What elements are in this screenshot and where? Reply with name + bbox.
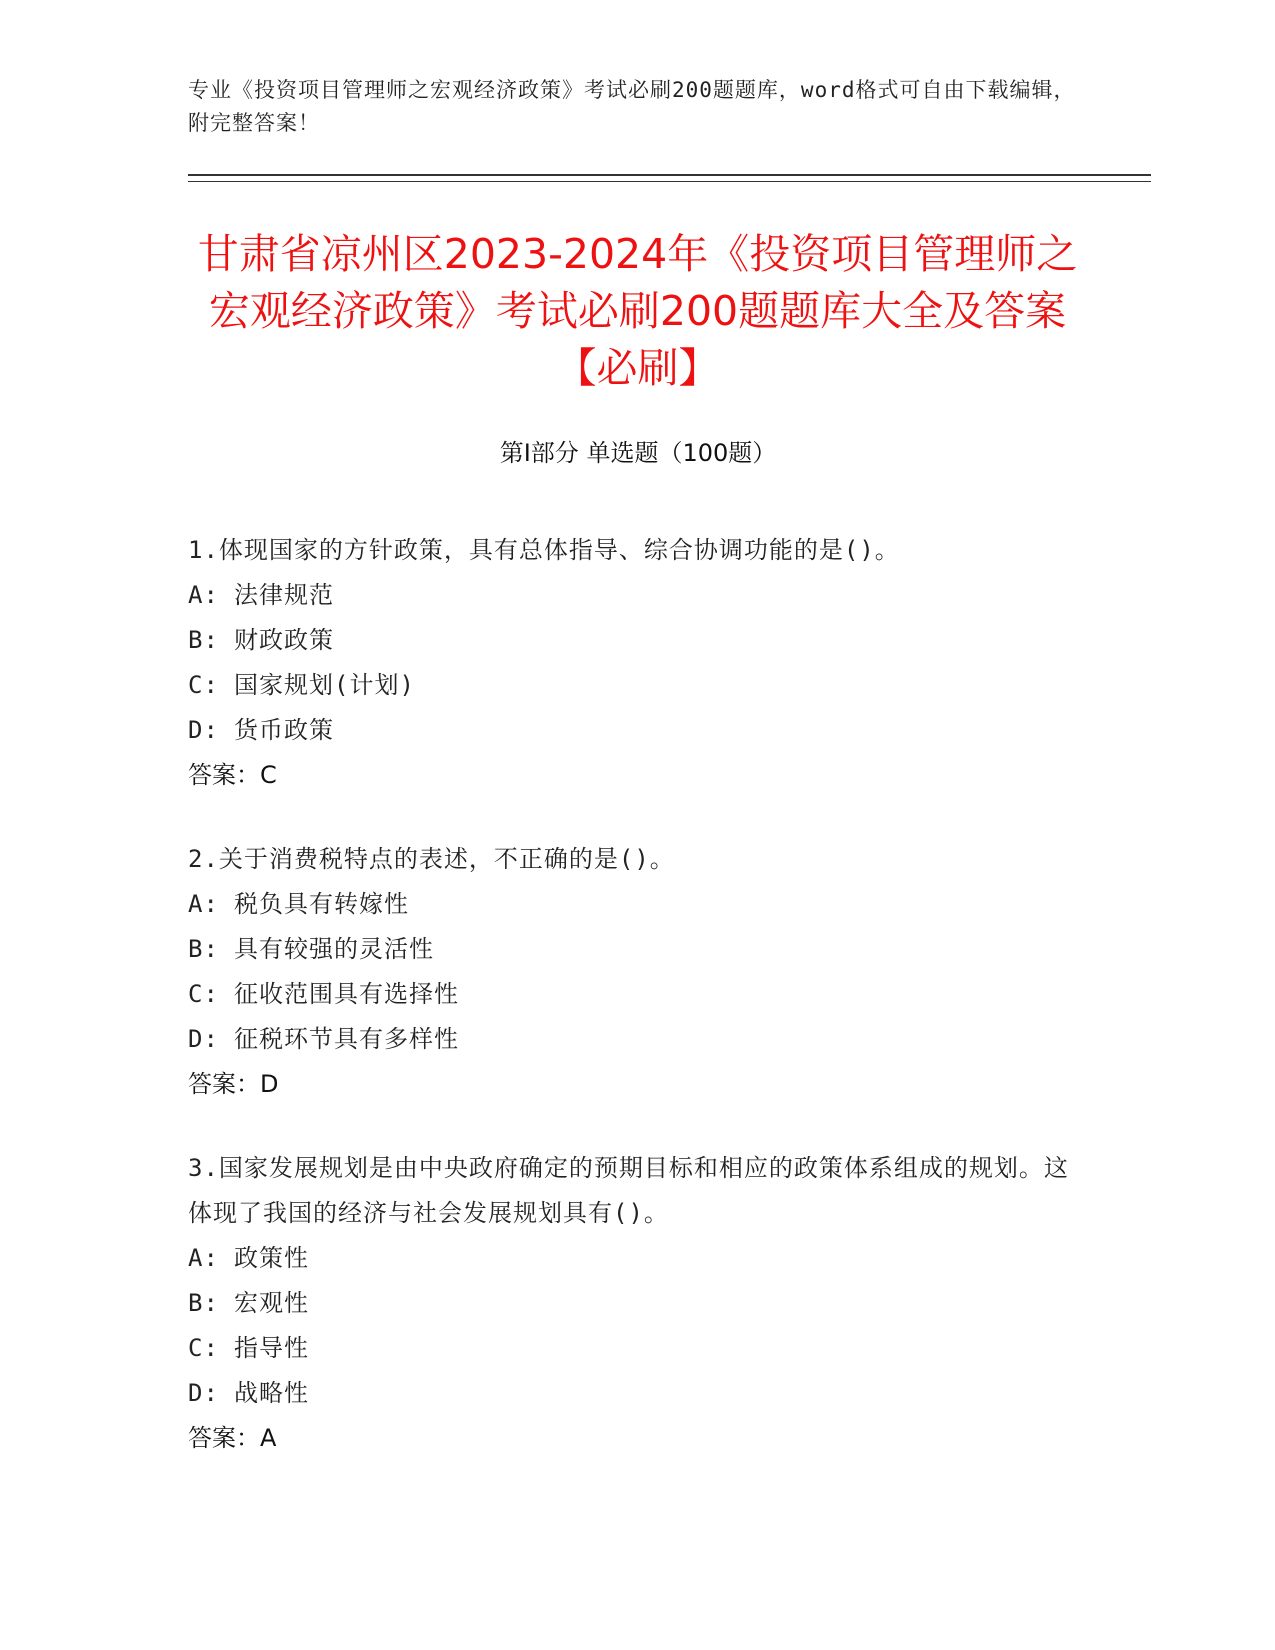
option-a <box>188 573 1088 618</box>
option-key: A: <box>188 581 219 609</box>
option-text: 宏观性 <box>234 1289 309 1317</box>
option-key: A: <box>188 1244 219 1272</box>
option-key: B: <box>188 935 219 963</box>
option-key: B: <box>188 1289 219 1317</box>
option-text: 战略性 <box>234 1379 309 1407</box>
answer-value: C <box>260 761 277 789</box>
question-stem: 3.国家发展规划是由中央政府确定的预期目标和相应的政策体系组成的规划。这体现了我国的经济与社会发展规划具有()。 <box>188 1154 1069 1227</box>
question-stem: 1.体现国家的方针政策，具有总体指导、综合协调功能的是()。 <box>188 536 900 564</box>
option-b <box>188 1281 1088 1326</box>
option-b <box>188 618 1088 663</box>
option-text: 法律规范 <box>234 581 334 609</box>
question-1 <box>188 528 1088 798</box>
answer-label: 答案： <box>188 761 260 789</box>
option-text: 征税环节具有多样性 <box>234 1025 459 1053</box>
document-title: 甘肃省凉州区2023-2024年《投资项目管理师之宏观经济政策》考试必刷200题题库大全及答案【必刷】 <box>197 230 1078 392</box>
question-stem: 2.关于消费税特点的表述，不正确的是()。 <box>188 845 675 873</box>
question-3 <box>188 1146 1088 1461</box>
option-a <box>188 882 1088 927</box>
option-text: 具有较强的灵活性 <box>234 935 434 963</box>
answer-label: 答案： <box>188 1424 260 1452</box>
header-note: 专业《投资项目管理师之宏观经济政策》考试必刷200题题库，word格式可自由下载编辑，附完整答案！ <box>188 78 1076 135</box>
option-text: 指导性 <box>234 1334 309 1362</box>
option-c <box>188 663 1088 708</box>
option-text: 国家规划(计划) <box>234 671 415 699</box>
option-key: C: <box>188 1334 219 1362</box>
header-divider-thin <box>188 181 1151 182</box>
option-key: C: <box>188 980 219 1008</box>
option-key: D: <box>188 1379 219 1407</box>
answer-label: 答案： <box>188 1070 260 1098</box>
question-2 <box>188 837 1088 1107</box>
option-key: D: <box>188 1025 219 1053</box>
answer-line <box>188 1416 1088 1461</box>
option-text: 税负具有转嫁性 <box>234 890 409 918</box>
option-text: 政策性 <box>234 1244 309 1272</box>
header-divider-thick <box>188 174 1151 176</box>
answer-value: D <box>260 1070 279 1098</box>
option-d <box>188 1017 1088 1062</box>
option-c <box>188 972 1088 1017</box>
option-text: 征收范围具有选择性 <box>234 980 459 1008</box>
option-key: A: <box>188 890 219 918</box>
option-a <box>188 1236 1088 1281</box>
answer-line <box>188 1062 1088 1107</box>
option-d <box>188 708 1088 753</box>
option-c <box>188 1326 1088 1371</box>
option-key: B: <box>188 626 219 654</box>
section-heading: 第Ⅰ部分 单选题（100题） <box>499 439 777 467</box>
option-d <box>188 1371 1088 1416</box>
option-key: C: <box>188 671 219 699</box>
question-list <box>188 528 1088 1500</box>
answer-line <box>188 753 1088 798</box>
option-key: D: <box>188 716 219 744</box>
option-b <box>188 927 1088 972</box>
answer-value: A <box>260 1424 277 1452</box>
option-text: 财政政策 <box>234 626 334 654</box>
option-text: 货币政策 <box>234 716 334 744</box>
